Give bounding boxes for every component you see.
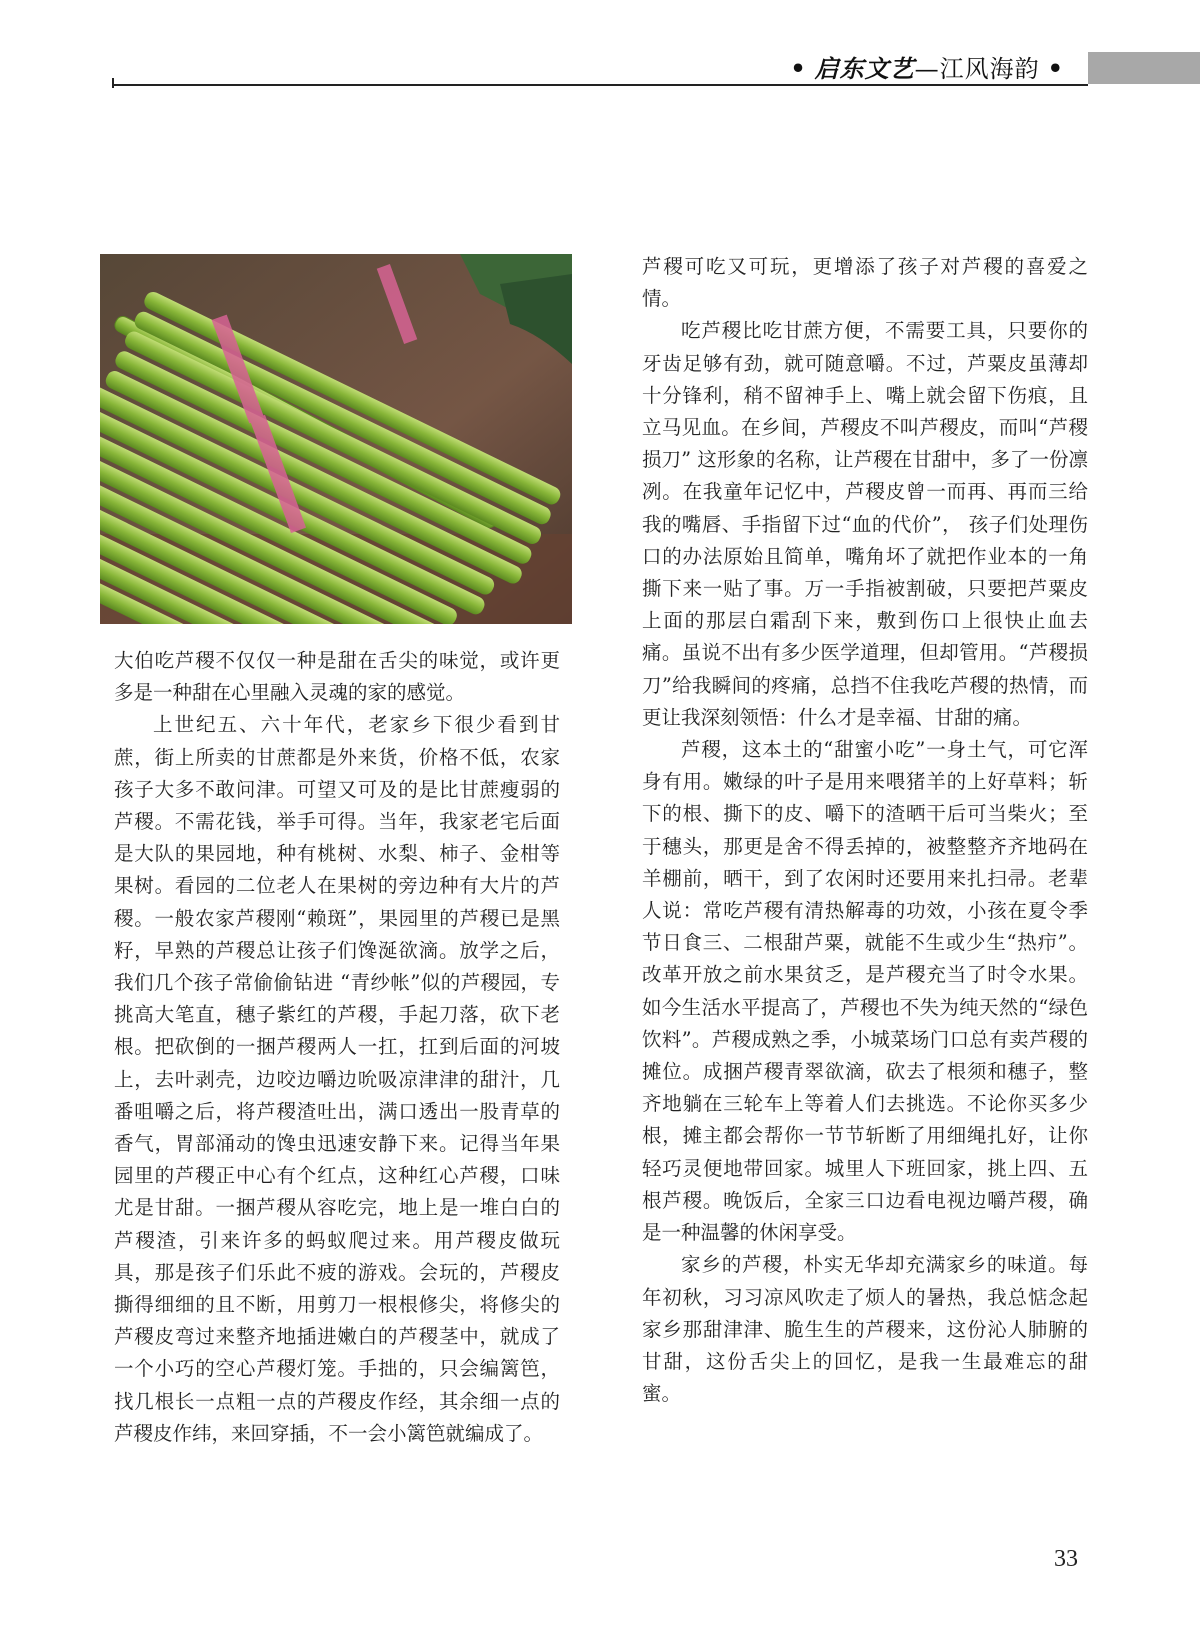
reed-stalks-photo <box>100 254 572 624</box>
header-rule <box>112 84 1088 86</box>
page-number: 33 <box>1054 1546 1078 1572</box>
right-column <box>642 251 1088 1410</box>
header-dash: — <box>914 55 940 83</box>
right-paragraph-4: 家乡的芦稷，朴实无华却充满家乡的味道。每年初秋，习习凉风吹走了烦人的暑热，我总惦念起家乡那甜津津、脆生生的芦稷来，这份沁人肺腑的甘甜，这份舌尖上的回忆，是我一生最难忘的甜蜜。 <box>642 1253 1088 1406</box>
header-rule-tick <box>112 78 114 88</box>
header-dot-left: • <box>790 54 807 83</box>
left-column <box>114 645 560 1450</box>
right-paragraph-3: 芦稷，这本土的“甜蜜小吃”一身土气，可它浑身有用。嫩绿的叶子是用来喂猪羊的上好草料；斩下的根、撕下的皮、嚼下的渣晒干后可当柴火；至于穗头，那更是舍不得丢掉的，被整整齐齐地码在羊棚前，晒干，到了农闲时还要用来扎扫帚。老辈人说：常吃芦稷有清热解毒的功效，小孩在夏令季节日食三、二根甜芦粟，就能不生或少生“热疖”。改革开放之前水果贫乏，是芦稷充当了时令水果。如今生活水平提高了，芦稷也不失为纯天然的“绿色饮料”。芦稷成熟之季，小城菜场门口总有卖芦稷的摊位。成捆芦稷青翠欲滴，砍去了根须和穗子，整齐地躺在三轮车上等着人们去挑选。不论你买多少根，摊主都会帮你一节节斩断了用细绳扎好，让你轻巧灵便地带回家。城里人下班回家，挑上四、五根芦稷。晚饭后，全家三口边看电视边嚼芦稷，确是一种温馨的休闲享受。 <box>642 738 1088 1245</box>
right-paragraph-2: 吃芦稷比吃甘蔗方便，不需要工具，只要你的牙齿足够有劲，就可随意嚼。不过，芦粟皮虽薄却十分锋利，稍不留神手上、嘴上就会留下伤痕，且立马见血。在乡间，芦稷皮不叫芦稷皮，而叫“芦稷损刀” 这形象的名称，让芦稷在甘甜中，多了一份凛冽。在我童年记忆中，芦稷皮曾一而再、再而三给我的嘴唇、手指留下过“血的代价”， 孩子们处理伤口的办法原始且简单，嘴角坏了就把作业本的一角撕下来一贴了事。万一手指被割破，只要把芦粟皮上面的那层白霜刮下来，敷到伤口上很快止血去痛。虽说不出有多少医学道理，但却管用。“芦稷损刀”给我瞬间的疼痛，总挡不住我吃芦稷的热情，而更让我深刻领悟：什么才是幸福、甘甜的痛。 <box>642 319 1088 729</box>
header-gray-block <box>1088 52 1200 84</box>
running-header <box>782 54 1072 84</box>
left-paragraph-2: 上世纪五、六十年代，老家乡下很少看到甘蔗，街上所卖的甘蔗都是外来货，价格不低，农家孩子大多不敢问津。可望又可及的是比甘蔗瘦弱的芦稷。不需花钱，举手可得。当年，我家老宅后面是大队的果园地，种有桃树、水梨、柿子、金柑等果树。看园的二位老人在果树的旁边种有大片的芦稷。一般农家芦稷刚“赖斑”，果园里的芦稷已是黑籽，早熟的芦稷总让孩子们馋涎欲滴。放学之后，我们几个孩子常偷偷钻进 “青纱帐”似的芦稷园，专挑高大笔直，穗子紫红的芦稷，手起刀落，砍下老根。把砍倒的一捆芦稷两人一扛，扛到后面的河坡上，去叶剥壳，边咬边嚼边吮吸凉津津的甜汁，几番咀嚼之后，将芦稷渣吐出，满口透出一股青草的香气，胃部涌动的馋虫迅速安静下来。记得当年果园里的芦稷正中心有个红点，这种红心芦稷，口味尤是甘甜。一捆芦稷从容吃完，地上是一堆白白的芦稷渣，引来许多的蚂蚁爬过来。用芦稷皮做玩具，那是孩子们乐此不疲的游戏。会玩的，芦稷皮撕得细细的且不断，用剪刀一根根修尖，将修尖的芦稷皮弯过来整齐地插进嫩白的芦稷茎中，就成了一个小巧的空心芦稷灯笼。手拙的，只会编篱笆，找几根长一点粗一点的芦稷皮作经，其余细一点的芦稷皮作纬，来回穿插，不一会小篱笆就编成了。 <box>114 713 560 1445</box>
header-brand: 启东文艺 <box>814 54 915 83</box>
right-paragraph-1: 芦稷可吃又可玩，更增添了孩子对芦稷的喜爱之情。 <box>642 255 1088 311</box>
header-section: 江风海韵 <box>939 55 1040 83</box>
left-paragraph-1: 大伯吃芦稷不仅仅一种是甜在舌尖的味觉，或许更多是一种甜在心里融入灵魂的家的感觉。 <box>114 649 560 705</box>
header-dot-right: • <box>1047 54 1064 83</box>
